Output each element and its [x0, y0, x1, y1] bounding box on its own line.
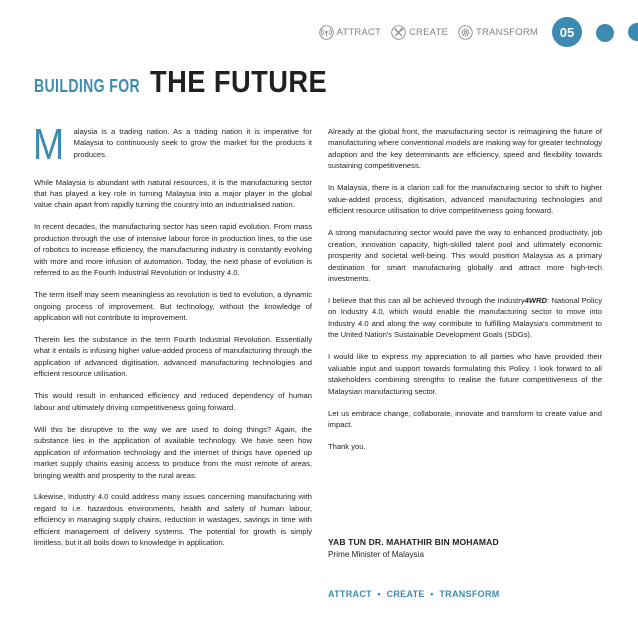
intro-text: alaysia is a trading nation. As a trading nation it is imperative for Malaysia to continuously seek to grow the market for the products it produces.	[73, 127, 312, 159]
dropcap: M	[33, 120, 65, 169]
paragraph: In Malaysia, there is a clarion call for the manufacturing sector to shift to higher value-added process, digitisation, advanced manufacturing technologies and efficient resource utilisation to drive competitiveness going forward.	[328, 183, 602, 216]
paragraph: This would result in enhanced efficiency and reduced dependency of human labour and ultimately driving competitiveness going forward.	[34, 391, 312, 412]
nav-create	[391, 25, 448, 40]
paragraph: The term itself may seem meaningless as revolution is tied to evolution, a dynamic ongoing process of improvement. But technology, without the knowledge of application will not contribute to improvement.	[34, 290, 312, 323]
paragraph: Let us embrace change, collaborate, innovate and transform to create value and impact.	[328, 408, 602, 430]
nav-label: TRANSFORM	[476, 26, 538, 38]
signatory-title: Prime Minister of Malaysia	[328, 550, 424, 559]
paragraph: Will this be disruptive to the way we are used to doing things? Again, the substance lies in the application of available technology. We have seen how application of information technology and the internet of things have opened up market supply chains easing access to produce from the most remote of areas, bringing wealth and prosperity to the rural areas.	[34, 424, 312, 480]
nav-transform	[458, 25, 538, 40]
page-title	[34, 64, 328, 99]
intro-paragraph	[33, 120, 312, 169]
paragraph: Thank you.	[328, 441, 366, 451]
left-column	[33, 120, 312, 559]
tools-icon	[391, 25, 406, 40]
title-prefix: BUILDING FOR	[34, 76, 141, 96]
gear-icon	[458, 25, 473, 40]
paragraph: Therein lies the substance in the term Fourth Industrial Revolution. Essentially what it entails is infusing higher value-added process of manufacturing through the application of advanced digitisation, advanced manufacturing technologies and efficient resource utilisation.	[34, 334, 312, 379]
paragraph: I would like to express my appreciation to all parties who have provided their valuable input and support towards formulating this Policy. I look forward to all stakeholders combining strengths to realise the future competitiveness of the Malaysian manufacturing sector.	[328, 352, 602, 396]
decorative-half-dot	[628, 23, 638, 41]
paragraph: Already at the global front, the manufacturing sector is reimagining the future of manufacturing where conventional models are making way for greater technology adoption and the key determinants are efficiency, speed and flexibility towards sustaining competitiveness.	[328, 127, 602, 171]
right-column	[328, 126, 602, 463]
page-number: 05	[552, 17, 582, 47]
policy-emphasis: 4WRD	[524, 295, 547, 305]
decorative-dot	[596, 24, 614, 42]
top-navigation	[319, 22, 638, 42]
tagline: ATTRACT • CREATE • TRANSFORM	[328, 589, 500, 599]
signal-icon	[319, 25, 334, 40]
policy-text-before: I believe that this can all be achieved through the Industry	[328, 295, 525, 305]
signatory-name: YAB TUN DR. MAHATHIR BIN MOHAMAD	[328, 537, 499, 547]
nav-label: ATTRACT	[336, 26, 381, 38]
policy-text-after: : National Policy on Industry 4.0, which would enable the manufacturing sector to move into Industry 4.0 and along the way contribute to fulfilling Malaysia's commitment to the United Nation's Sustainable Development Goals (SDGs).	[328, 295, 603, 340]
title-main: THE FUTURE	[150, 64, 328, 99]
paragraph: In recent decades, the manufacturing sector has seen rapid evolution. From mass production through the use of intensive labour force in production lines, to the use of robotics to increase efficiency, the manufacturing industry is constantly evolving with more and more infusion of automation. Today, the next phase of evolution is referred to as the Fourth Industrial Revolution or Industry 4.0.	[34, 222, 312, 278]
policy-paragraph	[328, 295, 602, 341]
nav-label: CREATE	[409, 26, 449, 38]
paragraph: A strong manufacturing sector would pave the way to enhanced productivity, job creation, innovation capacity, high-skilled talent pool and ultimately economic prosperity and societal well-being. This would position Malaysia as a primary destination for smart manufacturing globally and attract more high-tech investments.	[328, 228, 602, 283]
nav-attract	[319, 25, 382, 40]
paragraph: Likewise, Industry 4.0 could address many issues concerning manufacturing with regard to i.e. hazardous environments, health and safety of human labour, efficiency in managing supply chains, reduction in wastages, savings in time with efficient management of delivery systems. The potential for growth is simply limitless, but it all boils down to knowledge in application.	[34, 492, 312, 548]
paragraph: While Malaysia is abundant with natural resources, it is the manufacturing sector that has played a key role in turning Malaysia into a major player in the global value chain apart from rapidly turning the country into an industrialised nation.	[34, 177, 312, 210]
